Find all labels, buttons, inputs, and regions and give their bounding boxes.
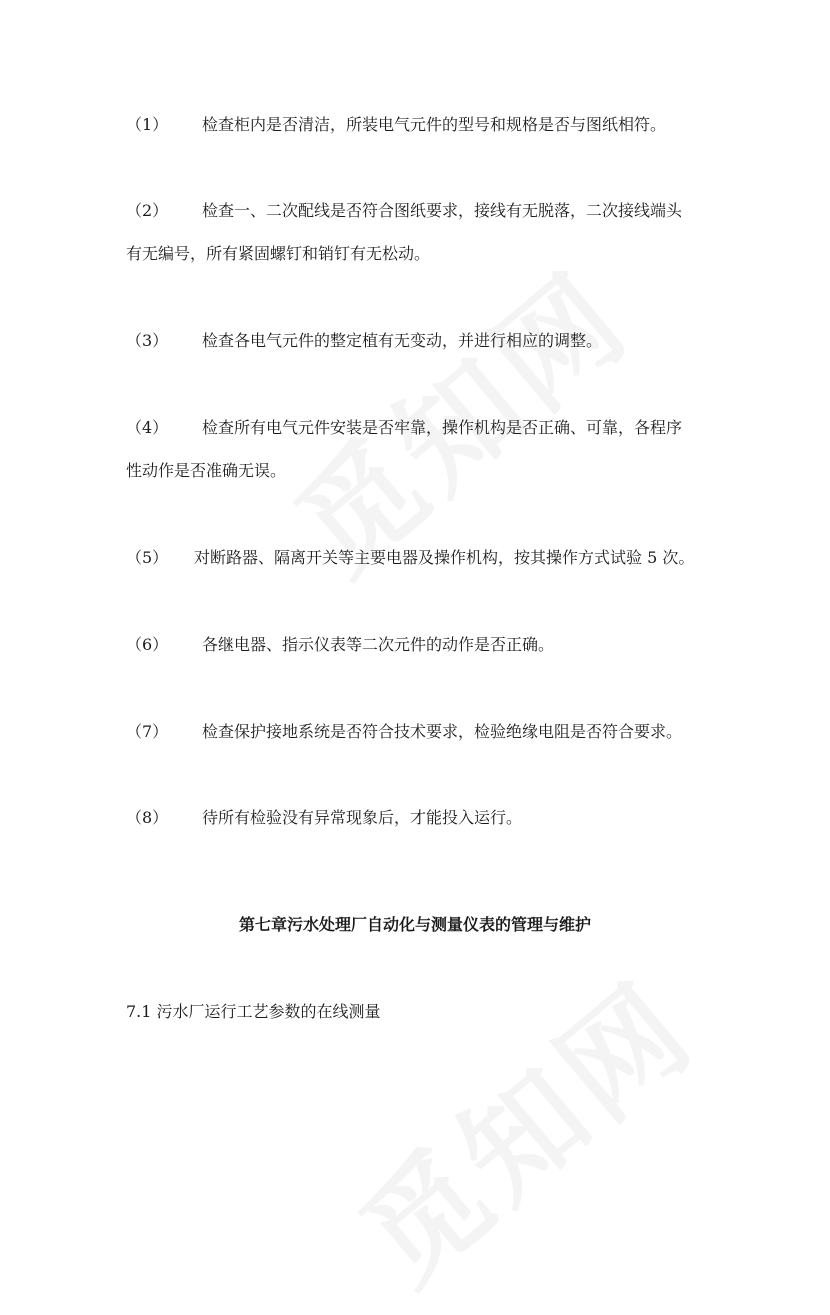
item-text-continuation: 有无编号，所有紧固螺钉和销钉有无松动。 [126, 244, 431, 263]
chapter-heading: 第七章污水处理厂自动化与测量仪表的管理与维护 [238, 915, 591, 934]
item-number: （7） [126, 722, 169, 741]
item-text: 检查各电气元件的整定植有无变动，并进行相应的调整。 [202, 331, 603, 350]
watermark [320, 937, 725, 1315]
item-number: （1） [126, 115, 169, 134]
item-number: （2） [126, 201, 169, 220]
item-text: 待所有检验没有异常现象后，才能投入运行。 [202, 808, 523, 827]
item-number: （3） [126, 331, 169, 350]
item-text-continuation: 性动作是否准确无误。 [126, 461, 287, 480]
item-text: 检查一、二次配线是否符合图纸要求，接线有无脱落，二次接线端头 [202, 201, 683, 220]
item-text: 检查柜内是否清洁，所装电气元件的型号和规格是否与图纸相符。 [202, 115, 667, 134]
item-number: （8） [126, 808, 169, 827]
item-text: 检查所有电气元件安装是否牢靠，操作机构是否正确、可靠，各程序 [202, 418, 683, 437]
item-number: （6） [126, 635, 169, 654]
item-number: （5） [126, 548, 169, 567]
item-text: 对断路器、隔离开关等主要电器及操作机构，按其操作方式试验 5 次。 [194, 548, 695, 567]
item-number: （4） [126, 418, 169, 437]
section-heading: 7.1 污水厂运行工艺参数的在线测量 [126, 1002, 381, 1021]
item-text: 检查保护接地系统是否符合技术要求，检验绝缘电阻是否符合要求。 [202, 722, 683, 741]
item-text: 各继电器、指示仪表等二次元件的动作是否正确。 [202, 635, 555, 654]
